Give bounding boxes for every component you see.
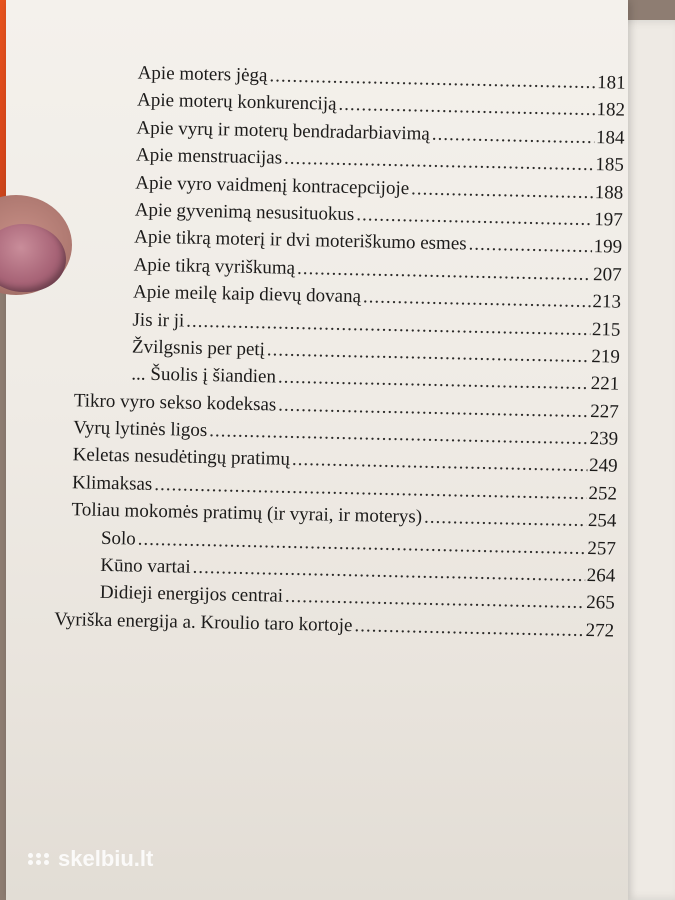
toc-leader-dots <box>363 283 591 315</box>
toc-entry-title: Jis ir ji <box>132 308 185 332</box>
book-page <box>6 0 628 900</box>
table-of-contents <box>54 58 626 645</box>
toc-page-number: 252 <box>588 482 618 505</box>
toc-entry-title: ... Šuolis į šiandien <box>131 363 277 388</box>
toc-leader-dots <box>432 120 595 150</box>
toc-page-number: 207 <box>592 263 622 286</box>
toc-entry-title: Apie menstruacijas <box>135 144 283 169</box>
toc-page-number: 257 <box>587 537 617 560</box>
toc-leader-dots <box>468 231 592 261</box>
toc-entry-title: Apie vyrų ir moterų bendradarbiavimą <box>136 117 431 145</box>
toc-entry-title: Apie gyvenimą nesusituokus <box>134 199 355 226</box>
toc-entry-title: Apie tikrą moterį ir dvi moteriškumo esmes <box>134 226 467 255</box>
toc-leader-dots <box>354 612 584 644</box>
toc-entry-title: Vyriška energija a. Kroulio taro kortoje <box>54 608 353 636</box>
toc-page-number: 264 <box>586 565 616 587</box>
toc-entry-title: Didieji energijos centrai <box>99 582 284 608</box>
toc-page-number: 182 <box>596 99 626 122</box>
toc-page-number: 184 <box>595 126 625 149</box>
toc-entry-title: Apie moters jėgą <box>137 62 268 87</box>
toc-leader-dots <box>424 504 586 534</box>
watermark-dots-icon <box>28 853 50 865</box>
toc-entry-title: Apie vyro vaidmenį kontracepcijoje <box>135 172 410 199</box>
toc-entry-title: Apie meilę kaip dievų dovaną <box>132 281 362 308</box>
toc-page-number: 213 <box>592 291 622 313</box>
toc-page-number: 249 <box>588 455 618 478</box>
toc-page-number: 265 <box>585 592 615 615</box>
watermark <box>28 846 153 872</box>
toc-entry-title: Toliau mokomės pratimų (ir vyrai, ir moterys) <box>71 499 423 528</box>
toc-entry-title: Vyrų lytinės ligos <box>73 417 208 442</box>
toc-page-number: 227 <box>589 400 619 423</box>
toc-entry-title: Klimaksas <box>71 472 153 495</box>
toc-entry-title: Keletas nesudėtingų pratimų <box>72 444 291 471</box>
toc-page-number: 197 <box>594 209 623 231</box>
toc-entry-title: Kūno vartai <box>100 554 191 578</box>
toc-entry-title: Solo <box>100 527 137 550</box>
toc-entry-title: Apie tikrą vyriškumą <box>133 254 296 279</box>
toc-entry-title: Žvilgsnis per petį <box>131 336 266 361</box>
toc-page-number: 188 <box>594 181 624 204</box>
toc-page-number: 185 <box>595 154 625 176</box>
toc-page-number: 254 <box>587 510 617 532</box>
toc-page-number: 221 <box>590 373 620 395</box>
toc-page-number: 181 <box>596 72 626 94</box>
toc-page-number: 215 <box>591 318 621 341</box>
watermark-text: skelbiu.lt <box>58 846 154 871</box>
toc-entry-title: Apie moterų konkurenciją <box>136 89 337 116</box>
toc-page-number: 272 <box>585 619 615 642</box>
toc-page-number: 239 <box>589 428 619 450</box>
toc-page-number: 199 <box>593 236 623 259</box>
toc-entry-title: Tikro vyro sekso kodeksas <box>73 389 277 416</box>
toc-leader-dots <box>411 175 593 206</box>
toc-page-number: 219 <box>591 345 621 368</box>
